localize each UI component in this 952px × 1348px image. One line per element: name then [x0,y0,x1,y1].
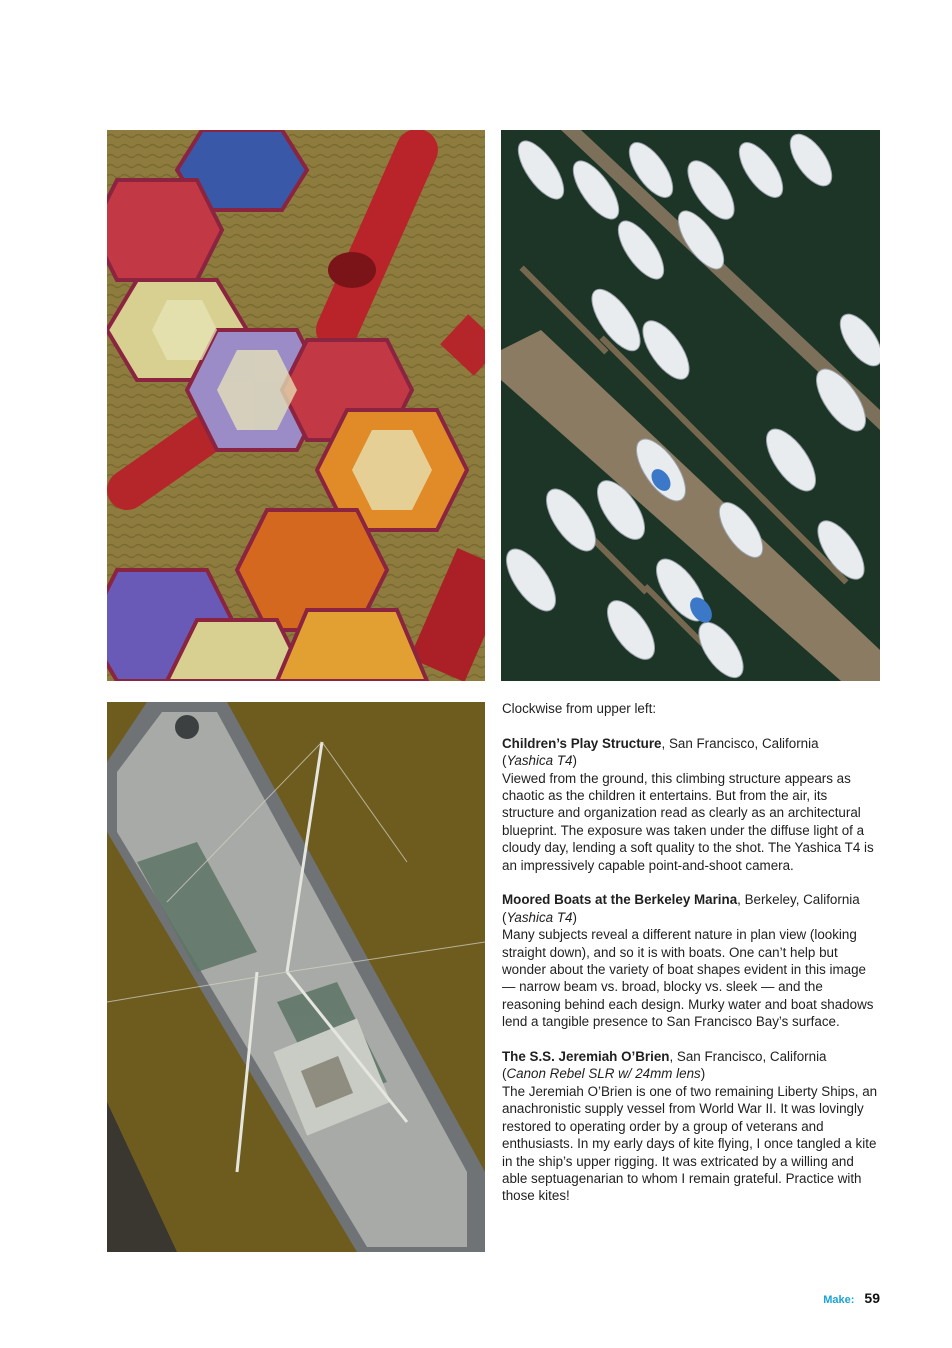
caption-location: , San Francisco, California [669,1049,827,1065]
caption-camera: Yashica T4 [506,909,573,925]
captions [502,700,882,1222]
photo-ss-jeremiah-obrien [107,702,485,1252]
brand-logo: Make: [823,1294,855,1306]
caption-body: Viewed from the ground, this climbing structure appears as chaotic as the children it entertains. But from the air, its structure and organization read as clearly as an architectural blueprint. The exposure was taken under the diffuse light of a cloudy day, lending a soft quality to the shot. The Yashica T4 is an impressively capable point-and-shoot camera. [502,770,874,873]
caption-moored-boats: Moored Boats at the Berkeley Marina, Berkeley, California (Yashica T4) Many subjects reveal a different nature in plan view (looking straight down), and so it is with boats. One can’t help but wonder about the variety of boat shapes evident in this image — narrow beam vs. broad, blocky vs. sleek — and the reasoning behind each design. Murky water and boat shadows lend a tangible presence to San Francisco Bay’s surface. [502,891,882,1030]
caption-title: Moored Boats at the Berkeley Marina [502,892,738,908]
caption-body: Many subjects reveal a different nature in plan view (looking straight down), and so it is with boats. One can’t help but wonder about the variety of boat shapes evident in this image — narrow beam vs. broad, blocky vs. sleek — and the reasoning behind each design. Murky water and boat shadows lend a tangible presence to San Francisco Bay’s surface. [502,927,874,1030]
caption-title: Children’s Play Structure [502,735,662,751]
caption-location: , Berkeley, California [737,892,860,908]
caption-title: The S.S. Jeremiah O’Brien [502,1049,670,1065]
captions-intro: Clockwise from upper left: [502,701,657,716]
photo-childrens-play-structure [107,130,485,681]
caption-play-structure: Children’s Play Structure, San Francisco, California (Yashica T4) Viewed from the ground, this climbing structure appears as chaotic as the children it entertains. But from the air, its structure and organization read as clearly as an architectural blueprint. The exposure was taken under the diffuse light of a cloudy day, lending a soft quality to the shot. The Yashica T4 is an impressively capable point-and-shoot camera. [502,735,882,874]
caption-body: The Jeremiah O’Brien is one of two remaining Liberty Ships, an anachronistic supply vessel from World War II. It was lovingly restored to operating order by a group of veterans and enthusiasts. In my early days of kite flying, I once tangled a kite in the ship’s upper rigging. It was extricated by a willing and able septuagenarian to whom I remain grateful. Practice with those kites! [502,1083,878,1204]
caption-camera: Yashica T4 [506,753,573,769]
page-number: 59 [864,1290,880,1306]
caption-jeremiah-obrien: The S.S. Jeremiah O’Brien, San Francisco, California (Canon Rebel SLR w/ 24mm lens) The Jeremiah O’Brien is one of two remaining Liberty Ships, an anachronistic supply vessel from World War II. It was lovingly restored to operating order by a group of veterans and enthusiasts. In my early days of kite flying, I once tangled a kite in the ship’s upper rigging. It was extricated by a willing and able septuagenarian to whom I remain grateful. Practice with those kites! [502,1048,882,1205]
photo-moored-boats [501,130,880,681]
page-footer [823,1290,880,1306]
caption-camera: Canon Rebel SLR w/ 24mm lens [506,1066,701,1082]
caption-location: , San Francisco, California [661,735,819,751]
